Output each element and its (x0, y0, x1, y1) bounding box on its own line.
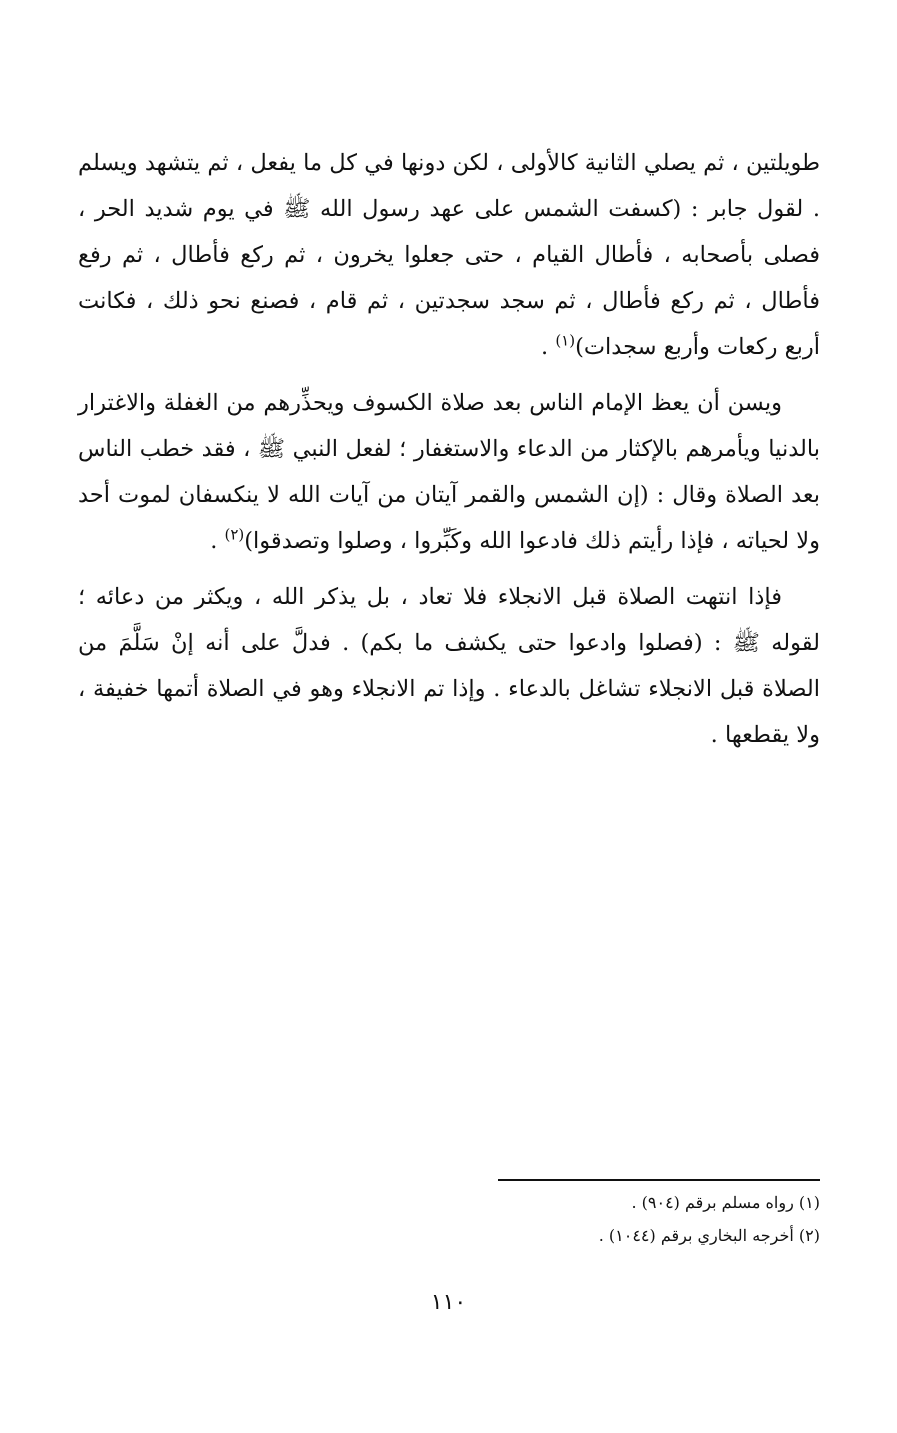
main-text (78, 140, 820, 768)
paragraph-1-text: طويلتين ، ثم يصلي الثانية كالأولى ، لكن دونها في كل ما يفعل ، ثم يتشهد ويسلم . لقول جابر : (كسفت الشمس على عهد رسول الله ﷺ في يوم شديد الحر ، فصلى بأصحابه ، فأطال القيام ، حتى جعلوا يخرون ، ثم ركع فأطال ، ثم رفع فأطال ، ثم ركع فأطال ، ثم سجد سجدتين ، ثم قام ، فصنع نحو ذلك ، فكانت أربع ركعات وأربع سجدات) (78, 150, 821, 360)
paragraph-1-tail: . (541, 334, 556, 360)
footnote-divider (498, 1179, 820, 1181)
paragraph-1 (78, 140, 820, 370)
footnote-ref-1[interactable]: (١) (555, 331, 576, 350)
paragraph-2-tail: . (210, 528, 225, 554)
page-number: ١١٠ (430, 1290, 467, 1315)
paragraph-3 (78, 574, 820, 758)
footnotes (400, 1186, 820, 1252)
paragraph-2 (78, 380, 820, 564)
footnote-2: (٢) أخرجه البخاري برقم (١٠٤٤) . (598, 1226, 820, 1245)
paragraph-2-text: ويسن أن يعظ الإمام الناس بعد صلاة الكسوف ويحذِّرهم من الغفلة والاغترار بالدنيا ويأمرهم بالإكثار من الدعاء والاستغفار ؛ لفعل النبي ﷺ ، فقد خطب الناس بعد الصلاة وقال : (إن الشمس والقمر آيتان من آيات الله لا ينكسفان لموت أحد ولا لحياته ، فإذا رأيتم ذلك فادعوا الله وكَبِّروا ، وصلوا وتصدقوا) (78, 390, 820, 554)
footnote-1: (١) رواه مسلم برقم (٩٠٤) . (631, 1193, 820, 1212)
paragraph-3-text: فإذا انتهت الصلاة قبل الانجلاء فلا تعاد ، بل يذكر الله ، ويكثر من دعائه ؛ لقوله ﷺ : (فصلوا وادعوا حتى يكشف ما بكم) . فدلَّ على أنه إنْ سَلَّمَ من الصلاة قبل الانجلاء تشاغل بالدعاء . وإذا تم الانجلاء وهو في الصلاة أتمها خفيفة ، ولا يقطعها . (78, 584, 820, 748)
footnote-ref-2[interactable]: (٢) (224, 525, 245, 544)
